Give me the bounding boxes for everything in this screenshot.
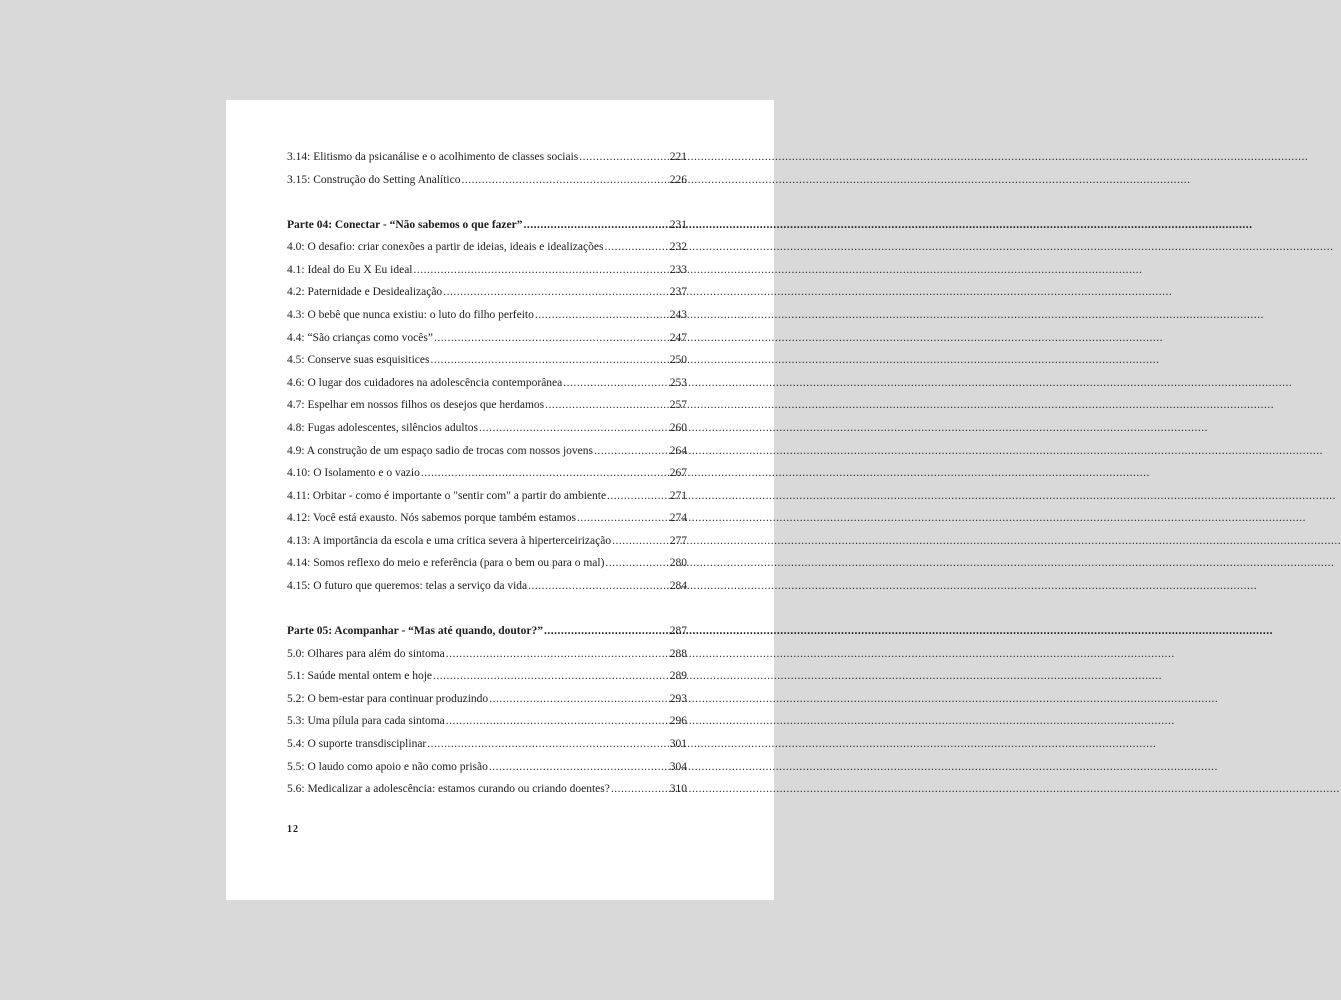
toc-entry [287, 530, 687, 553]
toc-entry [287, 281, 687, 304]
toc-entry [287, 259, 687, 282]
dot-leader [461, 169, 655, 192]
dot-leader [446, 643, 655, 666]
toc-entry-title: 4.13: A importância da escola e uma crítica severa à hiperterceirização [287, 534, 612, 547]
dot-leader [421, 462, 655, 485]
toc-entry-title: 5.5: O laudo como apoio e não como prisão [287, 760, 488, 773]
toc-entry-title: 4.5: Conserve suas esquisitices [287, 354, 430, 367]
toc-entry-title: 4.6: O lugar dos cuidadores na adolescência contemporânea [287, 376, 563, 389]
toc-entry-page: 301 [669, 738, 687, 751]
toc-entry [287, 440, 687, 463]
toc-entry-title: 3.15: Construção do Setting Analítico [287, 173, 461, 186]
toc-entry-page: 260 [669, 421, 687, 434]
dot-leader [430, 349, 655, 372]
toc-entry-page: 288 [669, 647, 687, 660]
toc-entry [287, 372, 687, 395]
toc-entry-title: 4.7: Espelhar em nossos filhos os desejos que herdamos [287, 399, 545, 412]
toc-entry [287, 756, 687, 779]
toc-entry-page: 296 [669, 715, 687, 728]
dot-leader [607, 485, 655, 508]
toc-entry-title: 4.9: A construção de um espaço sadio de trocas com nossos jovens [287, 444, 593, 457]
toc-entry-title: 4.2: Paternidade e Desidealização [287, 286, 443, 299]
toc-entry-page: 304 [669, 760, 687, 773]
dot-leader [446, 710, 655, 733]
toc-entry-page: 232 [669, 241, 687, 254]
toc-part-heading [287, 620, 687, 643]
toc-entry-page: 221 [669, 151, 687, 163]
toc-entry-title: 4.8: Fugas adolescentes, silêncios adultos [287, 421, 478, 434]
dot-leader [414, 259, 655, 282]
toc-entry-page: 247 [669, 331, 687, 344]
table-of-contents [287, 146, 687, 801]
toc-entry-title: 4.15: O futuro que queremos: telas a serviço da vida [287, 580, 528, 593]
toc-entry-title: 4.12: Você está exausto. Nós sabemos porque também estamos [287, 512, 576, 525]
dot-leader [489, 756, 655, 779]
toc-entry-title: 5.4: O suporte transdisciplinar [287, 738, 427, 751]
dot-leader [544, 620, 655, 643]
toc-entry-page: 253 [669, 376, 687, 389]
toc-entry [287, 485, 687, 508]
dot-leader [535, 304, 655, 327]
toc-entry-title: 4.1: Ideal do Eu X Eu ideal [287, 263, 413, 276]
dot-leader [605, 552, 655, 575]
toc-entry-page: 264 [669, 444, 687, 457]
toc-entry [287, 327, 687, 350]
toc-entry-page: 274 [669, 512, 687, 525]
toc-entry-title: 4.3: O bebê que nunca existiu: o luto do filho perfeito [287, 308, 534, 321]
toc-entry-page: 293 [669, 692, 687, 705]
dot-leader [427, 733, 655, 756]
toc-entry [287, 507, 687, 530]
dot-leader [433, 665, 655, 688]
dot-leader [523, 214, 655, 237]
dot-leader [612, 530, 655, 553]
toc-entry-title: 5.6: Medicalizar a adolescência: estamos curando ou criando doentes? [287, 783, 610, 796]
toc-entry-page: 289 [669, 670, 687, 683]
dot-leader [563, 372, 655, 395]
toc-entry-page: 243 [669, 308, 687, 321]
toc-entry-title: 5.3: Uma pílula para cada sintoma [287, 715, 445, 728]
dot-leader [545, 394, 655, 417]
toc-entry-page: 250 [669, 354, 687, 367]
toc-entry-page: 267 [669, 467, 687, 480]
toc-entry [287, 688, 687, 711]
toc-entry-page: 284 [669, 580, 687, 593]
toc-entry-page: 287 [669, 625, 687, 638]
toc-entry [287, 146, 687, 169]
page-number: 12 [287, 824, 299, 835]
toc-entry-title: 4.4: “São crianças como vocês” [287, 331, 433, 344]
toc-entry [287, 236, 687, 259]
dot-leader [577, 507, 655, 530]
toc-entry-page: 257 [669, 399, 687, 412]
dot-leader [479, 417, 655, 440]
toc-entry [287, 552, 687, 575]
dot-leader [604, 236, 655, 259]
toc-entry-title: 5.2: O bem-estar para continuar produzindo [287, 692, 489, 705]
toc-entry-page: 280 [669, 557, 687, 570]
toc-entry-page: 237 [669, 286, 687, 299]
toc-entry-title: 5.1: Saúde mental ontem e hoje [287, 670, 432, 683]
dot-leader [489, 688, 655, 711]
dot-leader [611, 778, 655, 801]
toc-entry [287, 462, 687, 485]
toc-entry-page: 277 [669, 534, 687, 547]
toc-entry [287, 349, 687, 372]
dot-leader [579, 146, 655, 169]
toc-entry [287, 417, 687, 440]
toc-part-heading [287, 214, 687, 237]
toc-entry-title: 3.14: Elitismo da psicanálise e o acolhimento de classes sociais [287, 151, 579, 163]
toc-entry-title: Parte 05: Acompanhar - “Mas até quando, doutor?” [287, 625, 543, 638]
toc-entry-title: 5.0: Olhares para além do sintoma [287, 647, 445, 660]
toc-entry-title: 4.14: Somos reflexo do meio e referência (para o bem ou para o mal) [287, 557, 605, 570]
toc-entry-title: 4.11: Orbitar - como é importante o "sentir com" a partir do ambiente [287, 489, 607, 502]
toc-entry [287, 575, 687, 598]
toc-entry-page: 310 [669, 783, 687, 796]
toc-entry [287, 778, 687, 801]
dot-leader [528, 575, 655, 598]
toc-entry-page: 226 [669, 173, 687, 186]
section-gap [287, 191, 687, 213]
toc-entry-title: 4.10: O Isolamento e o vazio [287, 467, 420, 480]
dot-leader [594, 440, 655, 463]
dot-leader [434, 327, 655, 350]
toc-entry-page: 233 [669, 263, 687, 276]
toc-entry [287, 733, 687, 756]
book-page [226, 100, 774, 900]
toc-entry-title: 4.0: O desafio: criar conexões a partir de ideias, ideais e idealizações [287, 241, 604, 254]
toc-entry [287, 394, 687, 417]
toc-entry-page: 231 [669, 218, 687, 231]
toc-entry-title: Parte 04: Conectar - “Não sabemos o que fazer” [287, 218, 523, 231]
toc-entry [287, 643, 687, 666]
section-gap [287, 598, 687, 620]
toc-entry [287, 304, 687, 327]
toc-entry [287, 169, 687, 192]
toc-entry-page: 271 [669, 489, 687, 502]
dot-leader [443, 281, 655, 304]
toc-entry [287, 710, 687, 733]
toc-entry [287, 665, 687, 688]
